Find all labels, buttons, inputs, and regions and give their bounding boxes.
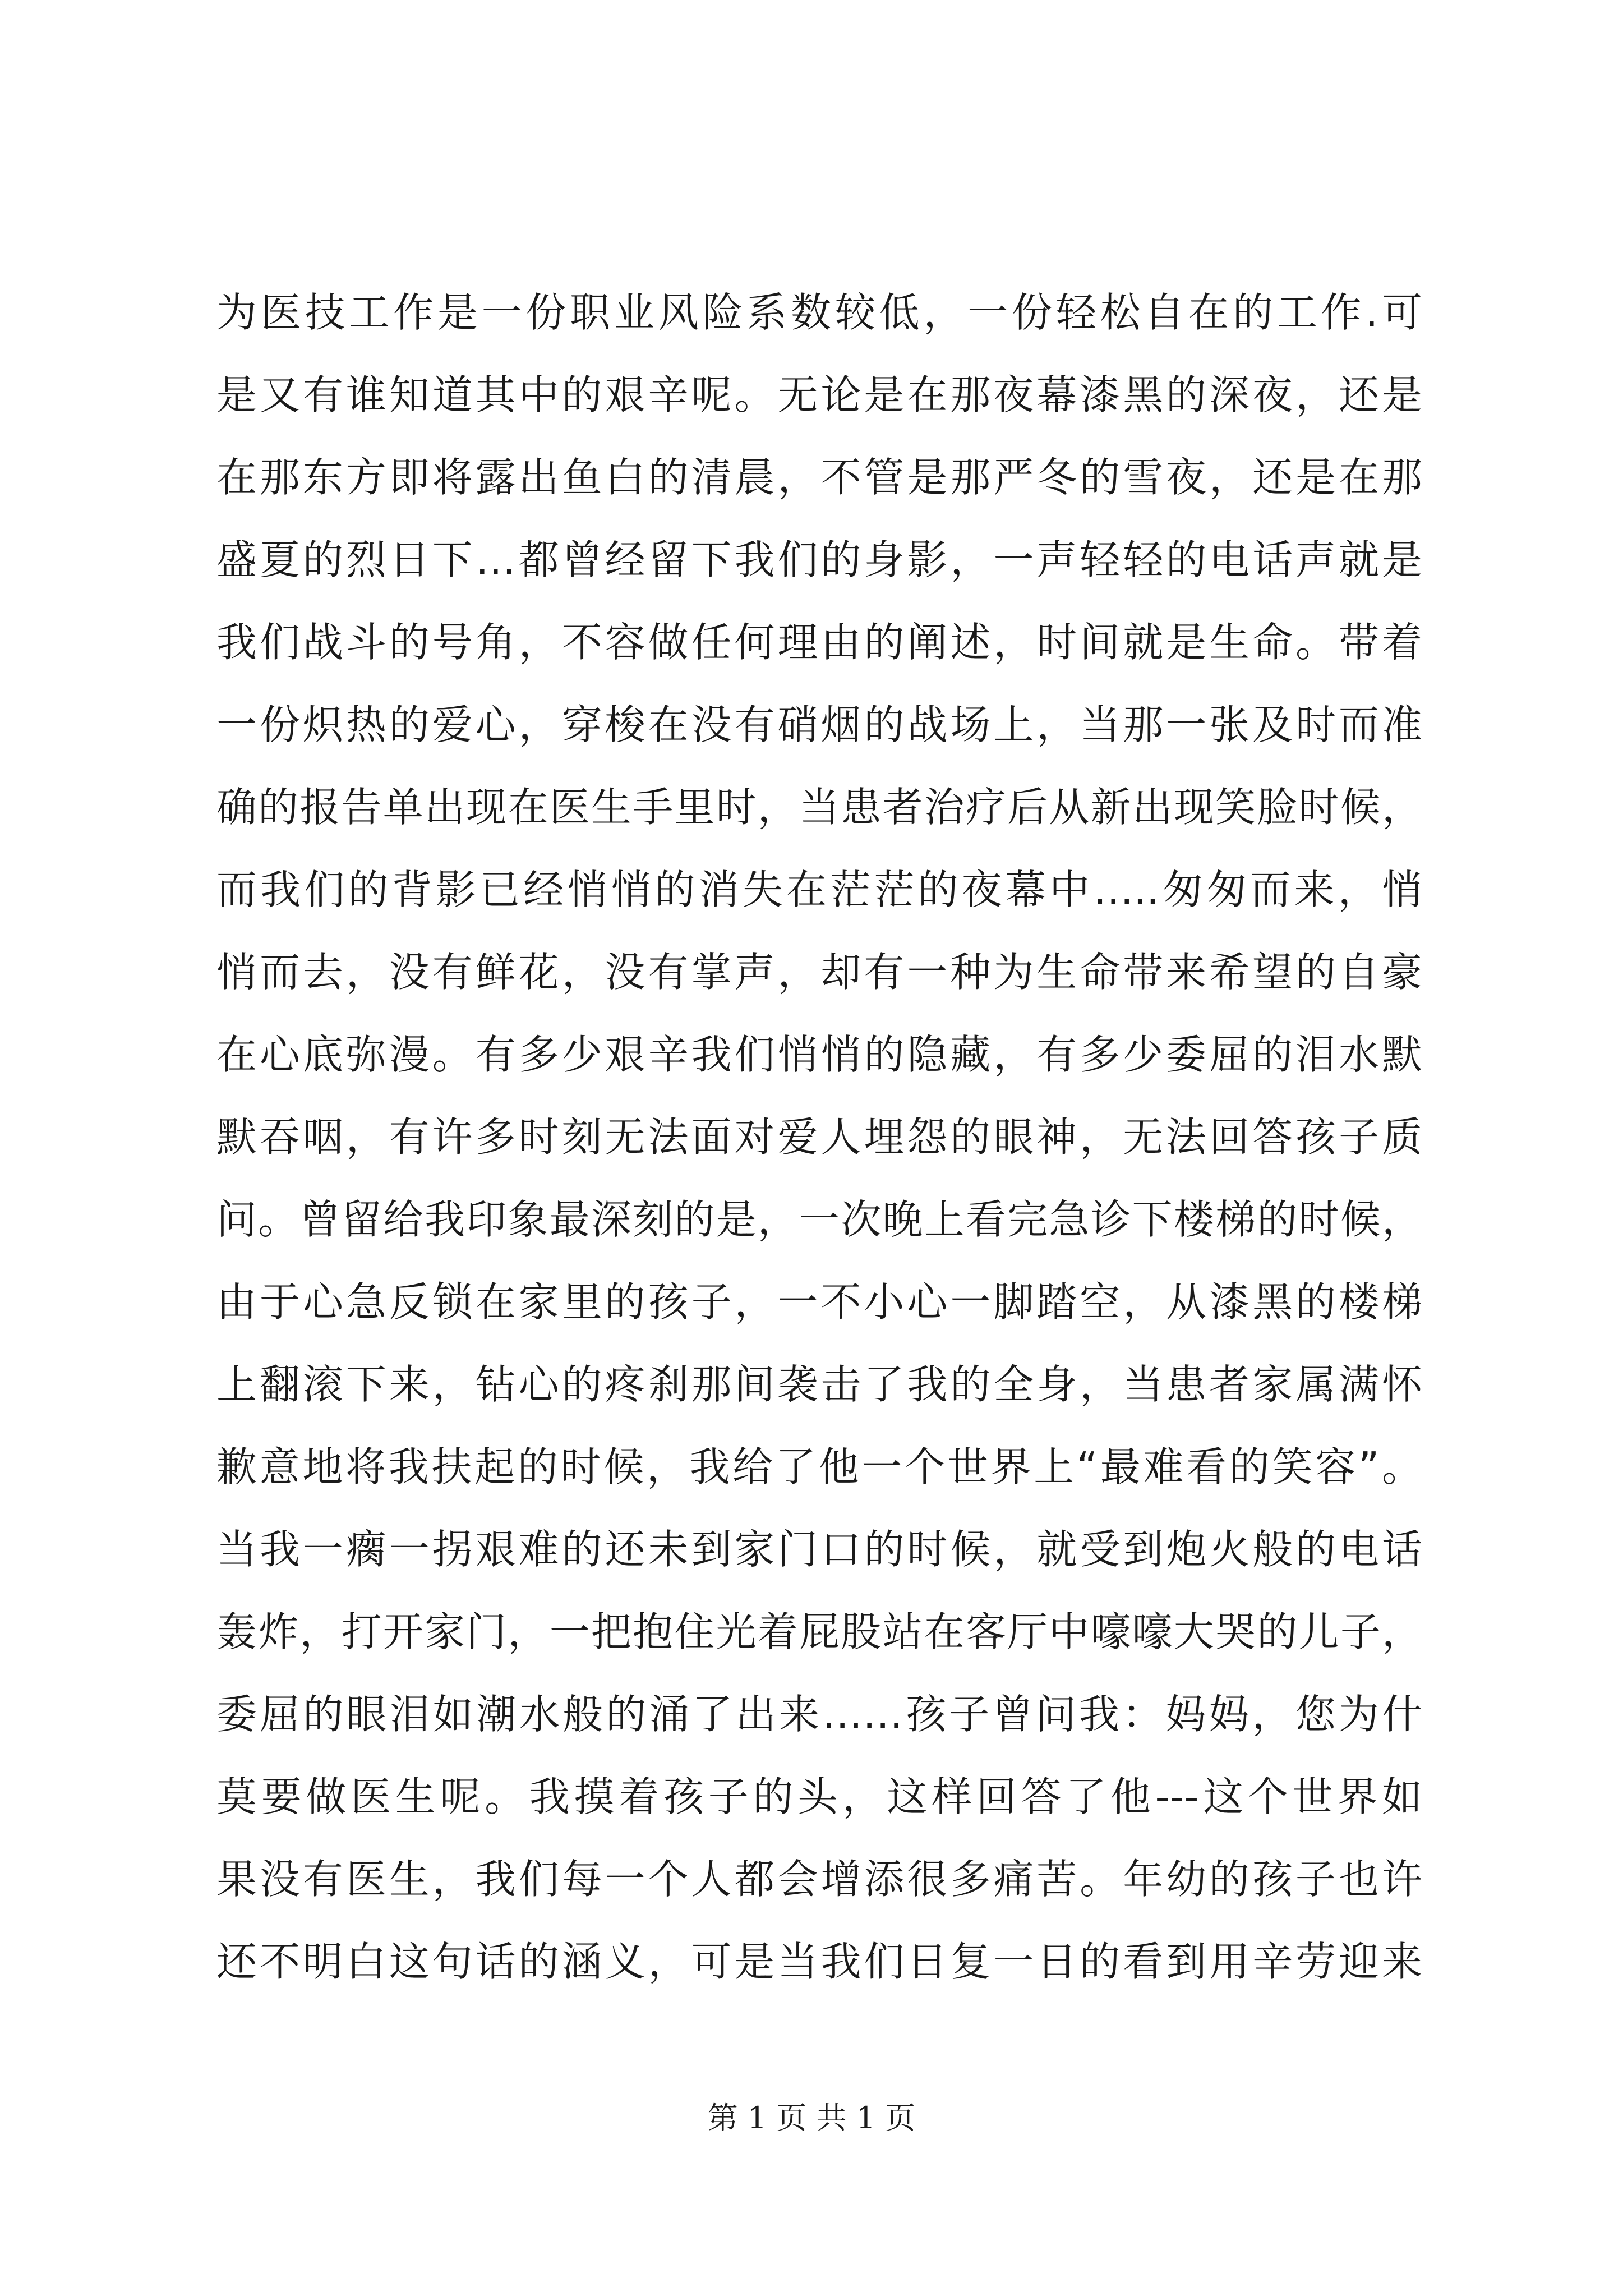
text-line: 我们战斗的号角，不容做任何理由的阐述，时间就是生命。带着 (216, 619, 1422, 666)
text-line: 在心底弥漫。有多少艰辛我们悄悄的隐藏，有多少委屈的泪水默 (216, 1031, 1422, 1078)
text-line: 果没有医生，我们每一个人都会增添很多痛苦。年幼的孩子也许 (216, 1856, 1422, 1903)
page-number-label: 第 1 页 共 1 页 (707, 2100, 916, 2136)
text-line: 悄而去，没有鲜花，没有掌声，却有一种为生命带来希望的自豪 (216, 949, 1422, 996)
text-line: 为医技工作是一份职业风险系数较低，一份轻松自在的工作.可 (216, 289, 1422, 336)
page-footer (0, 2099, 1623, 2138)
text-line: 委屈的眼泪如潮水般的涌了出来……孩子曾问我：妈妈，您为什 (216, 1691, 1422, 1738)
text-line: 一份炽热的爱心，穿梭在没有硝烟的战场上，当那一张及时而准 (216, 701, 1422, 748)
text-line: 歉意地将我扶起的时候，我给了他一个世界上“最难看的笑容”。 (216, 1443, 1422, 1490)
text-line: 是又有谁知道其中的艰辛呢。无论是在那夜幕漆黑的深夜，还是 (216, 371, 1422, 418)
text-line: 确的报告单出现在医生手里时，当患者治疗后从新出现笑脸时候， (216, 784, 1422, 831)
body-paragraph (216, 272, 1422, 2003)
text-line: 还不明白这句话的涵义，可是当我们日复一日的看到用辛劳迎来 (216, 1938, 1422, 1985)
text-line: 问。曾留给我印象最深刻的是，一次晚上看完急诊下楼梯的时候， (216, 1196, 1422, 1243)
text-line: 而我们的背影已经悄悄的消失在茫茫的夜幕中…..匆匆而来，悄 (216, 866, 1422, 913)
text-line: 莫要做医生呢。我摸着孩子的头，这样回答了他---这个世界如 (216, 1773, 1422, 1820)
text-line: 盛夏的烈日下…都曾经留下我们的身影，一声轻轻的电话声就是 (216, 536, 1422, 583)
text-line: 上翻滚下来，钻心的疼刹那间袭击了我的全身，当患者家属满怀 (216, 1361, 1422, 1408)
text-line: 由于心急反锁在家里的孩子，一不小心一脚踏空，从漆黑的楼梯 (216, 1278, 1422, 1326)
text-line: 在那东方即将露出鱼白的清晨，不管是那严冬的雪夜，还是在那 (216, 454, 1422, 501)
text-line: 轰炸，打开家门，一把抱住光着屁股站在客厅中嚎嚎大哭的儿子， (216, 1608, 1422, 1655)
text-line: 默吞咽，有许多时刻无法面对爱人埋怨的眼神，无法回答孩子质 (216, 1114, 1422, 1161)
text-line: 当我一瘸一拐艰难的还未到家门口的时候，就受到炮火般的电话 (216, 1526, 1422, 1573)
